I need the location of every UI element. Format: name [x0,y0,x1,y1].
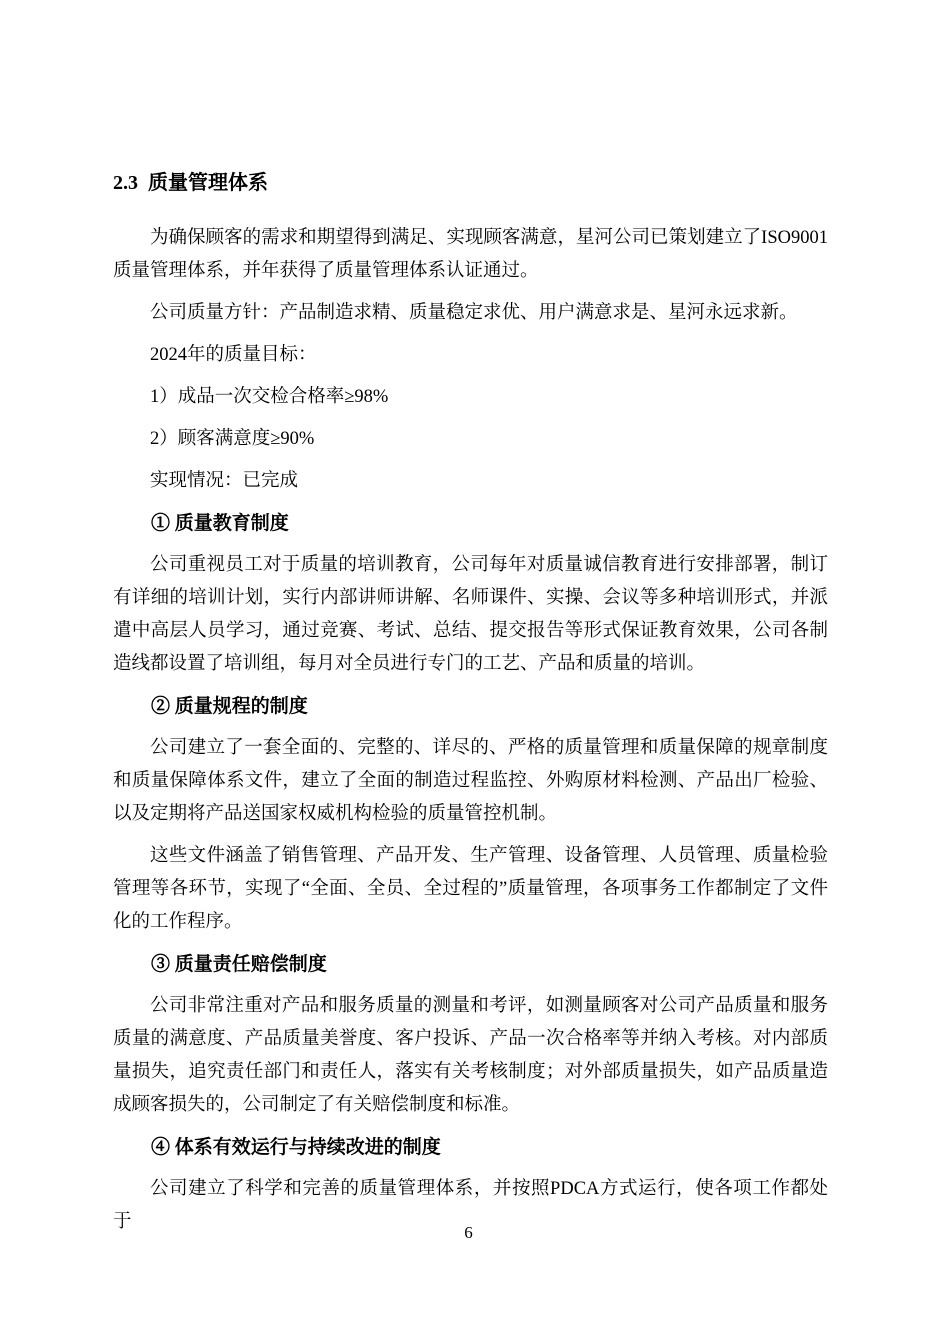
subsection-2-paragraph-2: 这些文件涵盖了销售管理、产品开发、生产管理、设备管理、人员管理、质量检验管理等各环节，实现了“全面、全员、全过程的”质量管理，各项事务工作都制定了文件化的工作程序。 [113,846,828,932]
page-content [113,168,828,1248]
paragraph-intro: 为确保顾客的需求和期望得到满足、实现顾客满意，星河公司已策划建立了ISO9001质量管理体系，并年获得了质量管理体系认证通过。 [113,228,828,281]
quality-goal-status: 实现情况：已完成 [150,471,299,491]
quality-goals-title: 2024年的质量目标： [150,345,317,365]
subsection-1-paragraph: 公司重视员工对于质量的培训教育，公司每年对质量诚信教育进行安排部署，制订有详细的培训计划，实行内部讲师讲解、名师课件、实操、会议等多种培训形式，并派遣中高层人员学习，通过竞赛、考试、总结、提交报告等形式保证教育效果，公司各制造线都设置了培训组，每月对全员进行专门的工艺、产品和质量的培训。 [113,555,828,674]
subsection-2-paragraph-1: 公司建立了一套全面的、完整的、详尽的、严格的质量管理和质量保障的规章制度和质量保障体系文件，建立了全面的制造过程监控、外购原材料检测、产品出厂检验、以及定期将产品送国家权威机构检验的质量管控机制。 [113,738,828,824]
subsection-heading-3: ③ 质量责任赔偿制度 [151,954,327,975]
paragraph-quality-policy: 公司质量方针：产品制造求精、质量稳定求优、用户满意求是、星河永远求新。 [150,303,798,323]
section-heading: 2.3 质量管理体系 [113,172,268,194]
subsection-heading-1: ① 质量教育制度 [151,513,289,534]
subsection-heading-4: ④ 体系有效运行与持续改进的制度 [151,1137,441,1158]
quality-goal-item-1: 1）成品一次交检合格率≥98% [150,387,389,407]
subsection-heading-2: ② 质量规程的制度 [151,696,308,717]
subsection-3-paragraph: 公司非常注重对产品和服务质量的测量和考评，如测量顾客对公司产品质量和服务质量的满意度、产品质量美誉度、客户投诉、产品一次合格率等并纳入考核。对内部质量损失，追究责任部门和责任人，落实有关考核制度；对外部质量损失，如产品质量造成顾客损失的，公司制定了有关赔偿制度和标准。 [113,996,828,1115]
quality-goal-item-2: 2）顾客满意度≥90% [150,429,315,449]
page-number: 6 [464,1223,473,1242]
subsection-4-paragraph: 公司建立了科学和完善的质量管理体系，并按照PDCA方式运行，使各项工作都处于 [113,1179,828,1232]
